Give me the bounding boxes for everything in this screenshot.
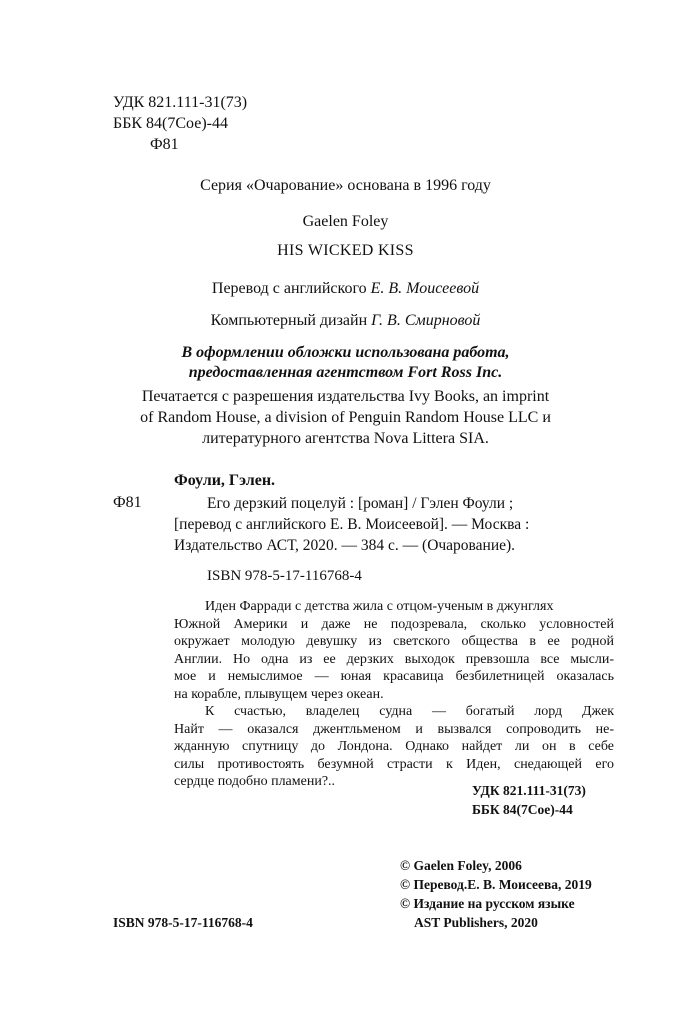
annotation-line-5: мое и немыслимое — юная красавица безбилетницей оказалась [174, 669, 614, 684]
copyright-line-4: AST Publishers, 2020 [414, 915, 538, 930]
annotation-line-7: К счастью, владелец судна — богатый лорд Джек [205, 704, 614, 719]
annotation-line-9: жданную спутницу до Лондона. Однако найдет ли он в себе [174, 739, 614, 754]
catalog-mark: Ф81 [113, 494, 142, 511]
designer-name: Г. В. Смирновой [371, 312, 481, 329]
bbk-code: ББК 84(7Сое)-44 [113, 115, 228, 132]
udk-code: УДК 821.111-31(73) [113, 94, 248, 111]
annotation-line-4: Англии. Но одна из ее дерзких выходок превзошла все мысли- [174, 651, 614, 667]
original-author: Gaelen Foley [302, 213, 389, 230]
original-title: HIS WICKED KISS [277, 242, 414, 259]
author-mark: Ф81 [150, 136, 179, 153]
cover-note-line-1: В оформлении обложки использована работа, [181, 344, 510, 361]
annotation-line-2: Южной Америки и даже не подозревала, сколько условностей [174, 616, 614, 632]
permission-line-1: Печатается с разрешения издательства Ivy Books, an imprint [141, 388, 550, 405]
copyright-line-3: © Издание на русском языке [400, 896, 575, 911]
catalog-line-3: Издательство АСТ, 2020. — 384 с. — (Очарование). [174, 537, 516, 554]
copyright-line-2: © Перевод.Е. В. Моисеева, 2019 [400, 877, 592, 892]
annotation-line-11: сердце подобно пламени?.. [174, 774, 336, 789]
series-line: Серия «Очарование» основана в 1996 году [200, 177, 491, 194]
translator-name: Е. В. Моисеевой [370, 280, 480, 297]
catalog-heading: Фоули, Гэлен. [174, 472, 276, 489]
annotation-line-8: Найт — оказался джентльменом и вызвался сопроводить не- [174, 721, 614, 737]
catalog-line-1: Его дерзкий поцелуй : [роман] / Гэлен Фоули ; [207, 495, 514, 512]
copyright-line-1: © Gaelen Foley, 2006 [400, 858, 522, 873]
catalog-line-2: [перевод с английского Е. В. Моисеевой]. — Москва : [174, 516, 530, 533]
translation-credit [0, 278, 691, 299]
udk-code-bottom: УДК 821.111-31(73) [472, 783, 586, 798]
bbk-code-bottom: ББК 84(7Сое)-44 [472, 802, 573, 817]
annotation-line-1: Иден Фарради с детства жила с отцом-ученым в джунглях [205, 599, 554, 614]
cover-note-line-2: предоставленная агентством Fort Ross Inc. [188, 364, 503, 381]
annotation-line-10: силы противостоять безумной страсти к Иден, снедающей его [174, 756, 614, 772]
isbn-bottom: ISBN 978-5-17-116768-4 [113, 915, 253, 930]
annotation-line-6: на корабле, плывущем через океан. [174, 686, 384, 702]
permission-line-2: of Random House, a division of Penguin Random House LLC и [140, 409, 551, 426]
catalog-isbn: ISBN 978-5-17-116768-4 [207, 568, 362, 584]
translation-prefix: Перевод с английского [211, 280, 371, 297]
annotation-line-3: окружает молодую девушку из светского общества в ее родной [174, 634, 614, 649]
permission-line-3: литературного агентства Nova Littera SIA. [202, 430, 489, 447]
design-credit [0, 310, 691, 331]
design-prefix: Компьютерный дизайн [210, 312, 372, 329]
